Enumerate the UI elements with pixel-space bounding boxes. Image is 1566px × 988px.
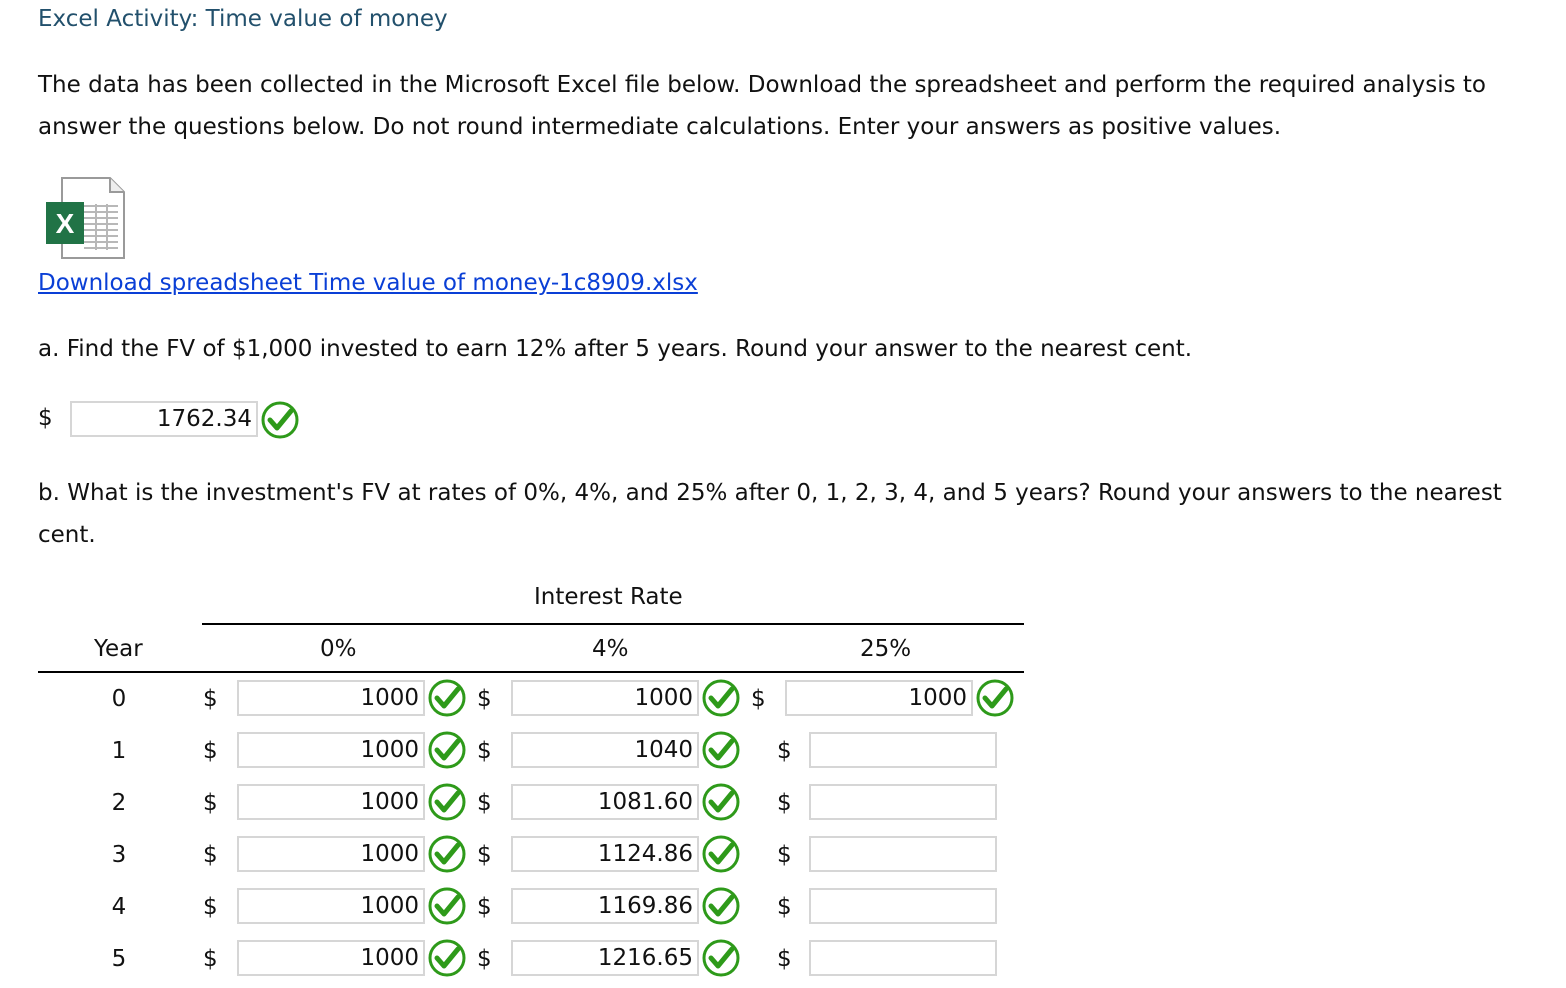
- rate-0-header: 0%: [320, 636, 357, 662]
- currency-symbol: $: [203, 790, 218, 816]
- rate-4-header: 4%: [592, 636, 629, 662]
- instructions-text: The data has been collected in the Microsoft Excel file below. Download the spreadsheet and perform the required analysis to answer the questions below. Do not round intermediate calculations. Enter your answers as positive values.: [38, 72, 1487, 140]
- fv-answer-input[interactable]: [809, 888, 997, 924]
- check-icon: [701, 938, 741, 978]
- year-cell: 2: [111, 790, 127, 816]
- currency-symbol: $: [203, 686, 218, 712]
- fv-answer-input[interactable]: 1081.60: [511, 784, 699, 820]
- fv-answer-input[interactable]: [809, 836, 997, 872]
- currency-symbol: $: [777, 738, 792, 764]
- currency-symbol: $: [777, 894, 792, 920]
- check-icon: [701, 834, 741, 874]
- check-icon: [701, 782, 741, 822]
- check-icon: [427, 678, 467, 718]
- fv-answer-input[interactable]: 1169.86: [511, 888, 699, 924]
- currency-symbol: $: [777, 842, 792, 868]
- fv-answer-input[interactable]: 1000: [237, 680, 425, 716]
- table-header-divider: [38, 671, 1024, 673]
- check-icon: [427, 834, 467, 874]
- fv-answer-input[interactable]: 1000: [237, 732, 425, 768]
- year-cell: 5: [111, 946, 127, 972]
- fv-answer-input[interactable]: 1124.86: [511, 836, 699, 872]
- fv-answer-input[interactable]: [809, 940, 997, 976]
- check-icon: [701, 730, 741, 770]
- header-divider: [202, 623, 1024, 625]
- year-column-header: Year: [94, 636, 143, 662]
- currency-symbol: $: [777, 790, 792, 816]
- interest-rate-header: Interest Rate: [534, 584, 683, 610]
- check-icon: [427, 782, 467, 822]
- check-icon: [701, 886, 741, 926]
- check-icon: [260, 400, 300, 440]
- question-a-text: a. Find the FV of $1,000 invested to earn 12% after 5 years. Round your answer to the nearest cent.: [38, 336, 1193, 362]
- check-icon: [427, 730, 467, 770]
- excel-icon-letter: X: [55, 208, 75, 239]
- currency-symbol: $: [203, 894, 218, 920]
- currency-symbol: $: [38, 405, 53, 431]
- currency-symbol: $: [477, 946, 492, 972]
- currency-symbol: $: [203, 842, 218, 868]
- fv-answer-input[interactable]: 1216.65: [511, 940, 699, 976]
- check-icon: [701, 678, 741, 718]
- currency-symbol: $: [203, 738, 218, 764]
- currency-symbol: $: [203, 946, 218, 972]
- currency-symbol: $: [751, 686, 766, 712]
- currency-symbol: $: [477, 790, 492, 816]
- check-icon: [427, 938, 467, 978]
- year-cell: 4: [111, 894, 127, 920]
- fv-answer-input[interactable]: [809, 784, 997, 820]
- check-icon: [975, 678, 1015, 718]
- fv-answer-input[interactable]: [809, 732, 997, 768]
- fv-answer-input[interactable]: 1000: [511, 680, 699, 716]
- excel-file-icon[interactable]: [44, 176, 126, 260]
- fv-answer-input[interactable]: 1000: [237, 888, 425, 924]
- fv-answer-input[interactable]: 1000: [237, 940, 425, 976]
- currency-symbol: $: [477, 738, 492, 764]
- question-b-text: b. What is the investment's FV at rates of 0%, 4%, and 25% after 0, 1, 2, 3, 4, and 5 years? Round your answers to the nearest cent.: [38, 480, 1502, 548]
- fv-answer-input[interactable]: 1000: [237, 836, 425, 872]
- currency-symbol: $: [777, 946, 792, 972]
- answer-a-input[interactable]: 1762.34: [70, 401, 258, 437]
- currency-symbol: $: [477, 842, 492, 868]
- fv-answer-input[interactable]: 1000: [785, 680, 973, 716]
- year-cell: 0: [111, 686, 127, 712]
- fv-answer-input[interactable]: 1040: [511, 732, 699, 768]
- rate-25-header: 25%: [860, 636, 912, 662]
- fv-answer-input[interactable]: 1000: [237, 784, 425, 820]
- currency-symbol: $: [477, 894, 492, 920]
- page-title: Excel Activity: Time value of money: [38, 6, 448, 32]
- check-icon: [427, 886, 467, 926]
- year-cell: 1: [111, 738, 127, 764]
- currency-symbol: $: [477, 686, 492, 712]
- year-cell: 3: [111, 842, 127, 868]
- download-spreadsheet-link[interactable]: Download spreadsheet Time value of money-1c8909.xlsx: [38, 270, 698, 296]
